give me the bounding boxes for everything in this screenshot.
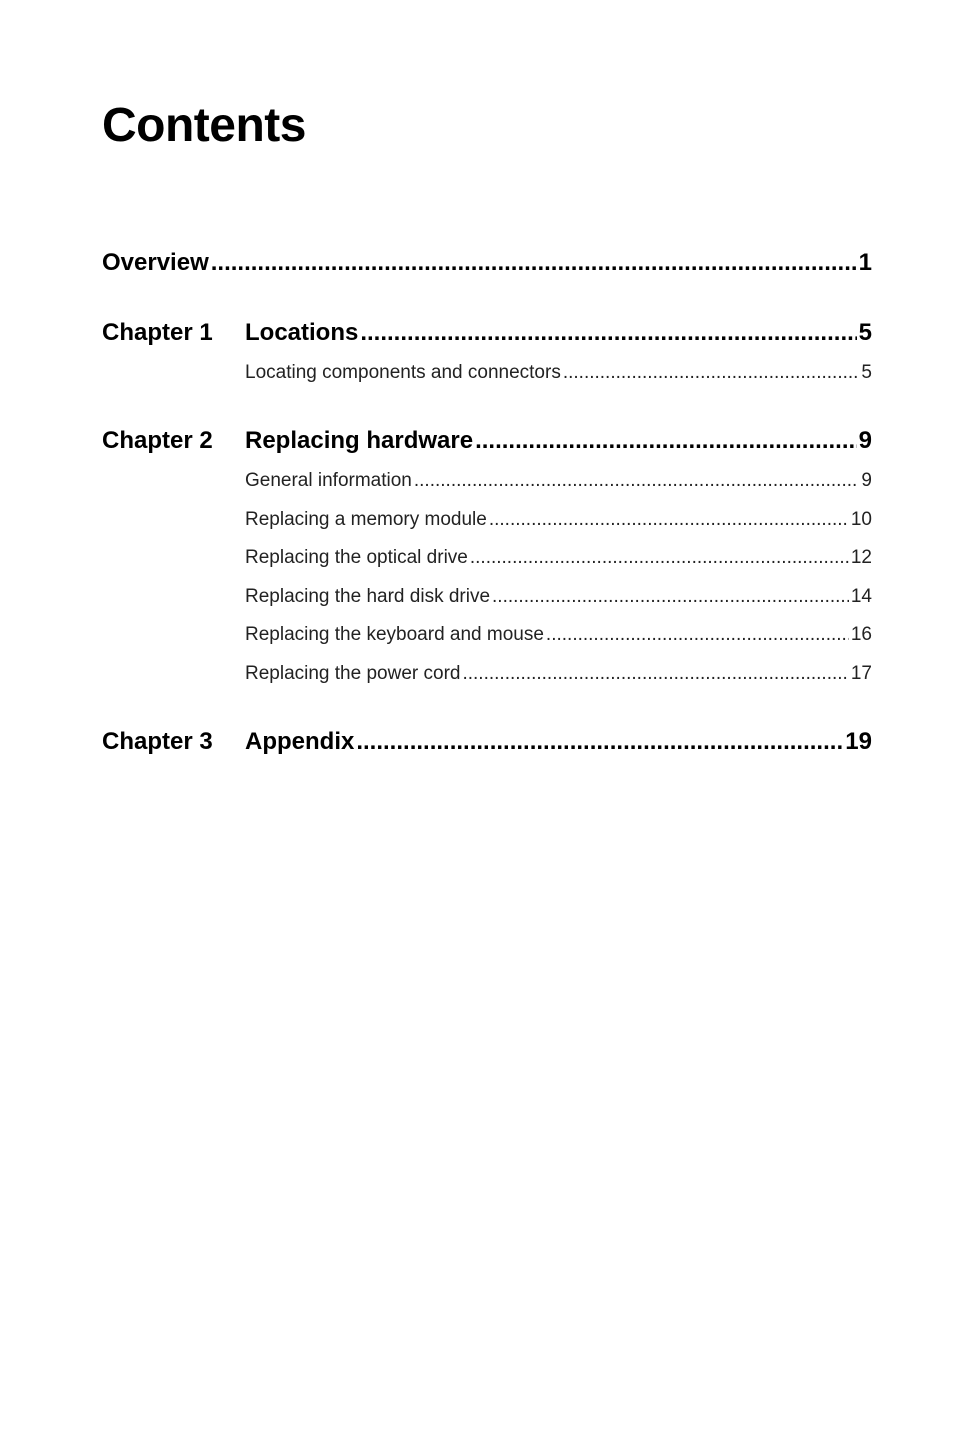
toc-entry-title: Locating components and connectors [245, 362, 561, 383]
toc-entry-title: Replacing hardware [245, 427, 474, 454]
toc-page-number: 19 [845, 728, 872, 755]
dot-leader [492, 584, 849, 610]
toc-entry-title: Replacing the hard disk drive [245, 586, 491, 607]
dot-leader [475, 425, 857, 457]
toc-page-number: 9 [858, 427, 872, 454]
dot-leader [470, 545, 849, 571]
toc-entry-title: Replacing the power cord [245, 663, 461, 684]
dot-leader [360, 317, 856, 349]
toc-entry-chapter-3[interactable] [245, 726, 872, 758]
dot-leader [356, 726, 843, 758]
toc-entry-section[interactable] [245, 622, 872, 648]
toc-entry-section[interactable] [245, 661, 872, 687]
toc-entry-title: Overview [102, 249, 209, 276]
toc-page-number: 1 [858, 249, 872, 276]
dot-leader [414, 468, 860, 494]
toc-page-number: 9 [861, 470, 872, 491]
dot-leader [546, 622, 849, 648]
toc-entry-overview[interactable] [102, 247, 872, 279]
toc-page-number: 17 [850, 663, 872, 684]
dot-leader [563, 360, 860, 386]
toc-entry-section[interactable] [245, 360, 872, 386]
toc-entry-title: General information [245, 470, 412, 491]
toc-entry-section[interactable] [245, 507, 872, 533]
toc-page-number: 5 [858, 319, 872, 346]
toc-entry-title: Replacing the optical drive [245, 547, 468, 568]
toc-page-number: 10 [850, 509, 872, 530]
toc-entry-section[interactable] [245, 545, 872, 571]
toc-entry-chapter-2[interactable] [245, 425, 872, 457]
toc-entry-title: Locations [245, 319, 359, 346]
toc-entry-chapter-1[interactable] [245, 317, 872, 349]
chapter-label: Chapter 1 [102, 319, 213, 346]
toc-entry-title: Appendix [245, 728, 355, 755]
toc-page-number: 16 [850, 624, 872, 645]
dot-leader [211, 247, 857, 279]
page-title: Contents [102, 99, 306, 152]
toc-page-number: 5 [861, 362, 872, 383]
toc-page-number: 12 [850, 547, 872, 568]
toc-page-number: 14 [850, 586, 872, 607]
toc-entry-title: Replacing the keyboard and mouse [245, 624, 544, 645]
toc-entry-section[interactable] [245, 468, 872, 494]
dot-leader [462, 661, 848, 687]
chapter-label: Chapter 2 [102, 427, 213, 454]
toc-entry-section[interactable] [245, 584, 872, 610]
toc-entry-title: Replacing a memory module [245, 509, 487, 530]
chapter-label: Chapter 3 [102, 728, 213, 755]
dot-leader [489, 507, 849, 533]
